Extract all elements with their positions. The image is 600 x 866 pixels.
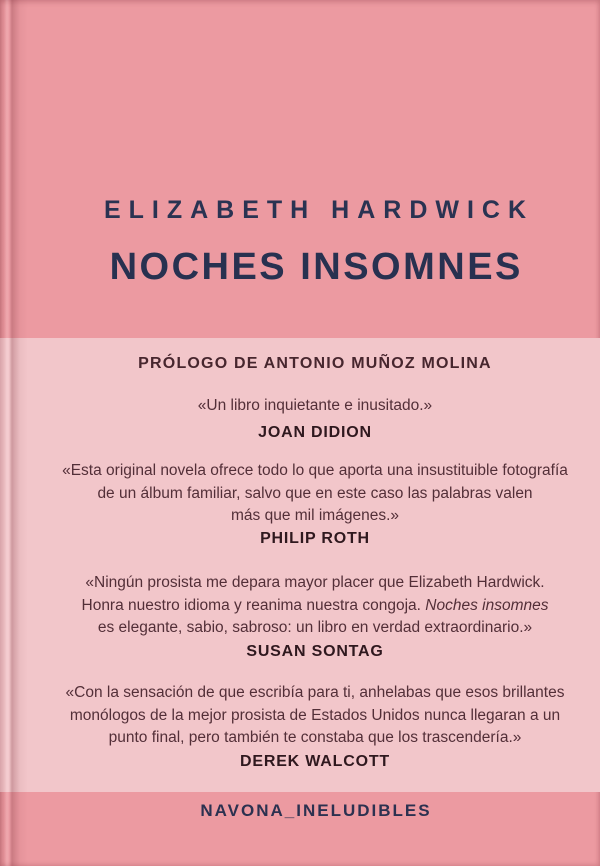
quote-attribution-joan-didion: JOAN DIDION (258, 424, 372, 441)
quote-susan-sontag (30, 572, 600, 640)
book-title-italic-mention: Noches insomnes (425, 596, 549, 614)
quote-attribution-derek-walcott: DEREK WALCOTT (240, 753, 390, 770)
book-title: NOCHES INSOMNES (109, 246, 523, 288)
quote-line: más que mil imágenes.» (231, 507, 399, 524)
author-name: ELIZABETH HARDWICK (103, 196, 535, 224)
quote-line: de un álbum familiar, salvo que en este caso las palabras valen (97, 484, 533, 502)
prologue-credit: PRÓLOGO DE ANTONIO MUÑOZ MOLINA (138, 355, 492, 372)
quote-derek-walcott (30, 682, 600, 750)
quote-attribution-susan-sontag: SUSAN SONTAG (246, 643, 384, 660)
quote-joan-didion (30, 395, 600, 418)
quote-line: es elegante, sabio, sabroso: un libro en verdad extraordinario.» (97, 619, 533, 636)
quote-line: monólogos de la mejor prosista de Estados Unidos nunca llegaran a un (69, 706, 561, 724)
quote-line: «Esta original novela ofrece todo lo que aporta una insustituible fotografía (62, 462, 568, 479)
quote-line: «Ningún prosista me depara mayor placer que Elizabeth Hardwick. (85, 574, 545, 591)
quote-line-text: Honra nuestro idioma y reanima nuestra congoja. (81, 596, 426, 614)
publisher-logo: NAVONA_INELUDIBLES (200, 801, 432, 820)
quote-line: «Con la sensación de que escribía para ti, anhelabas que esos brillantes (65, 684, 565, 701)
quote-attribution-philip-roth: PHILIP ROTH (260, 530, 370, 547)
quote-line: «Un libro inquietante e inusitado.» (197, 397, 433, 414)
quote-line: punto final, pero también te constaba que los trascendería.» (108, 729, 522, 746)
quote-line (30, 595, 600, 618)
quote-philip-roth (30, 460, 600, 528)
